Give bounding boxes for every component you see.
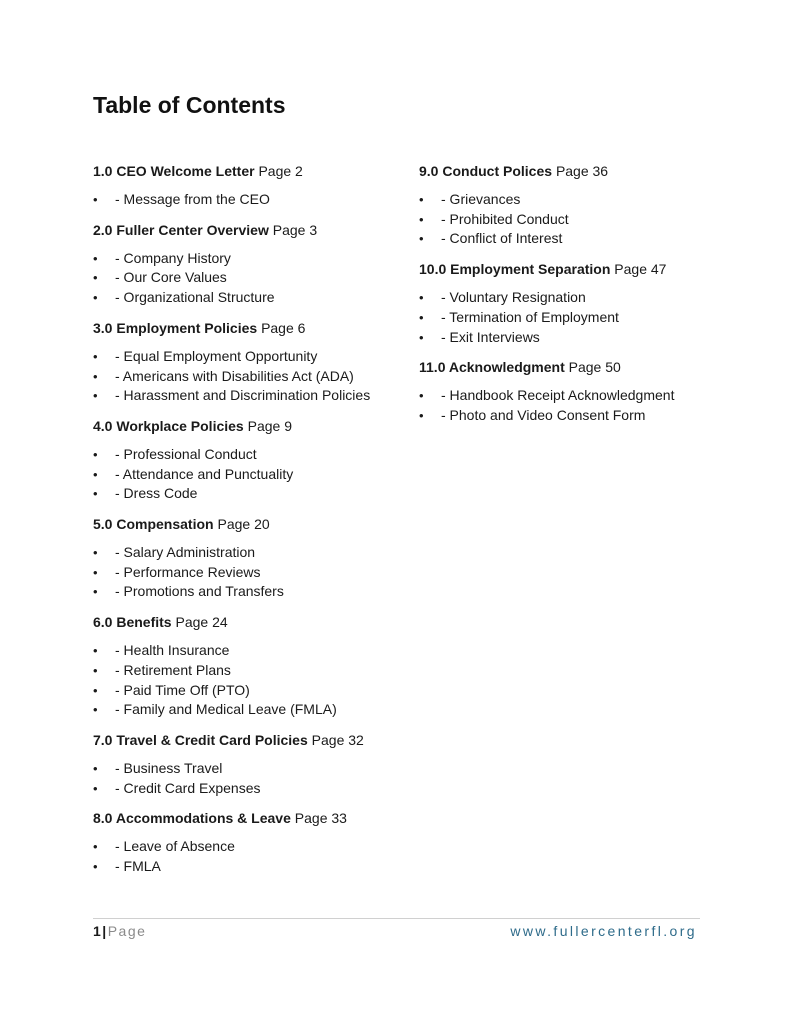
toc-section-heading[interactable] [93,515,403,533]
toc-item: • - Handbook Receipt Acknowledgment [419,386,719,406]
toc-section-page: Page 36 [555,163,609,179]
toc-section [93,731,403,798]
toc-item: • - Salary Administration [93,543,403,563]
toc-item: • - Leave of Absence [93,837,403,857]
toc-section-page: Page 6 [261,319,306,336]
toc-item-list [419,190,719,249]
toc-section-title: 1.0 CEO Welcome Letter [93,163,255,179]
toc-item: • - Americans with Disabilities Act (ADA) [93,367,403,387]
toc-item: • - Professional Conduct [93,445,403,465]
toc-item: • - Credit Card Expenses [93,779,403,799]
toc-section-heading[interactable] [93,809,403,827]
toc-section-page: Page 33 [294,810,347,827]
toc-item: • - Conflict of Interest [419,229,719,249]
toc-section-page: Page 24 [175,614,228,631]
toc-item-list [93,759,403,798]
toc-item: • - Equal Employment Opportunity [93,347,403,367]
toc-section [93,319,403,406]
toc-item: • - FMLA [93,857,403,877]
page-title: Table of Contents [93,92,286,118]
toc-section-page: Page 20 [217,516,270,533]
toc-section-heading[interactable] [93,731,403,749]
footer-divider [93,918,700,919]
toc-section [419,358,719,425]
toc-section-heading[interactable] [93,319,403,337]
toc-section-page: Page 3 [272,221,318,238]
toc-section [93,515,403,602]
toc-section [419,260,719,347]
toc-item: • - Paid Time Off (PTO) [93,681,403,701]
toc-item: • - Our Core Values [93,268,403,288]
toc-section [93,162,403,210]
toc-item-list [419,386,719,425]
toc-section-page: Page 32 [311,731,364,748]
toc-section-page: Page 2 [258,163,303,179]
toc-section-title: 5.0 Compensation [93,516,214,533]
footer-page-number: 1 [93,923,103,939]
toc-item-list [93,543,403,602]
toc-item: • - Performance Reviews [93,563,403,583]
toc-item: • - Grievances [419,190,719,210]
toc-item: • - Harassment and Discrimination Policies [93,386,403,406]
toc-section-title: 9.0 Conduct Polices [419,163,553,179]
toc-item: • - Dress Code [93,484,403,504]
toc-item: • - Exit Interviews [419,328,719,348]
toc-section-page: Page 50 [568,359,621,376]
toc-section-heading[interactable] [419,260,719,278]
toc-item: • - Termination of Employment [419,308,719,328]
footer-url[interactable]: www.fullercenterfl.org [510,923,697,939]
toc-item-list [93,347,403,406]
toc-item: • - Organizational Structure [93,288,403,308]
toc-item: • - Attendance and Punctuality [93,465,403,485]
toc-section-heading[interactable] [93,613,403,631]
toc-item: • - Message from the CEO [93,190,403,210]
toc-section-heading[interactable] [419,162,719,180]
toc-item: • - Photo and Video Consent Form [419,406,719,426]
toc-item-list [93,190,403,210]
toc-section [93,221,403,308]
toc-item: • - Business Travel [93,759,403,779]
toc-section-title: 6.0 Benefits [93,614,172,631]
toc-section [93,809,403,876]
toc-item-list [93,249,403,308]
toc-item: • - Company History [93,249,403,269]
toc-section-page: Page 9 [247,417,292,434]
toc-section-title: 2.0 Fuller Center Overview [93,221,269,238]
toc-item: • - Prohibited Conduct [419,210,719,230]
toc-item-list [93,837,403,876]
toc-item-list [419,288,719,347]
toc-section-title: 3.0 Employment Policies [93,319,258,336]
toc-section-heading[interactable] [93,417,403,435]
footer-page-word: Page [107,923,147,939]
toc-section [93,417,403,504]
toc-section-heading[interactable] [93,221,403,239]
toc-section-title: 7.0 Travel & Credit Card Policies [93,731,308,748]
toc-column-left [93,162,403,888]
toc-section-heading[interactable] [93,162,403,180]
toc-section [93,613,403,720]
toc-section [419,162,719,249]
footer-separator: | [102,923,108,939]
toc-item-list [93,641,403,720]
toc-section-title: 8.0 Accommodations & Leave [93,810,291,827]
toc-section-title: 4.0 Workplace Policies [93,417,244,434]
toc-item: • - Promotions and Transfers [93,582,403,602]
footer-page-label [93,923,146,939]
toc-item: • - Health Insurance [93,641,403,661]
toc-item: • - Family and Medical Leave (FMLA) [93,700,403,720]
toc-column-right [419,162,719,437]
toc-section-page: Page 47 [614,261,667,278]
toc-section-heading[interactable] [419,358,719,376]
toc-section-title: 11.0 Acknowledgment [419,359,565,376]
toc-item-list [93,445,403,504]
toc-item: • - Retirement Plans [93,661,403,681]
toc-section-title: 10.0 Employment Separation [419,261,611,278]
toc-item: • - Voluntary Resignation [419,288,719,308]
